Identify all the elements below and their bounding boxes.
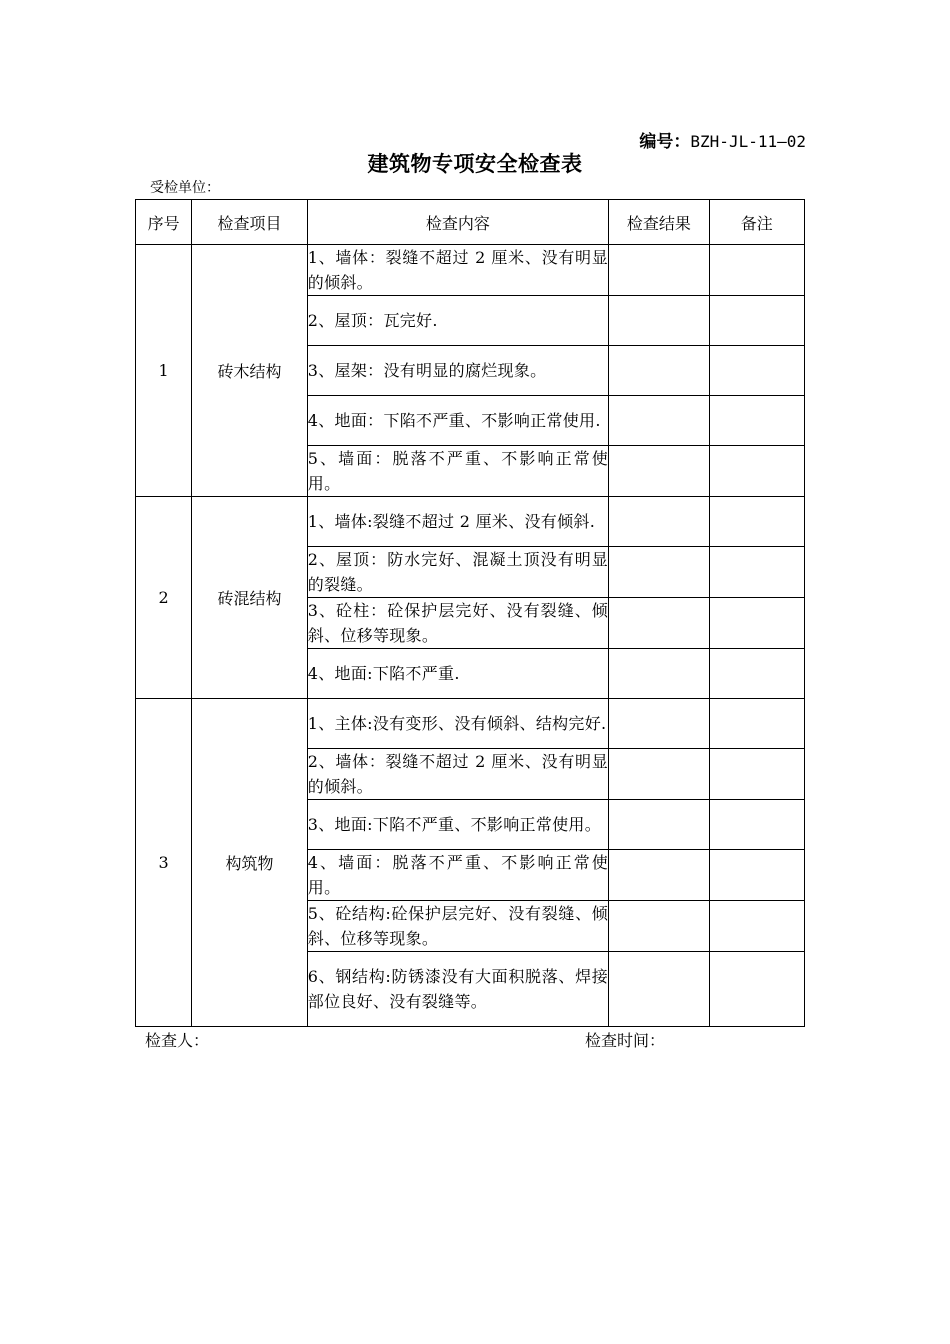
result-cell[interactable] — [609, 598, 709, 649]
table-row — [136, 245, 805, 296]
content-cell: 4、墙面：脱落不严重、不影响正常使用。 — [307, 850, 608, 901]
result-cell[interactable] — [609, 346, 709, 396]
content-cell: 1、墙体:裂缝不超过 2 厘米、没有倾斜. — [307, 497, 608, 547]
content-cell: 3、砼柱：砼保护层完好、没有裂缝、倾斜、位移等现象。 — [307, 598, 608, 649]
note-cell[interactable] — [709, 800, 804, 850]
content-cell: 4、地面：下陷不严重、不影响正常使用. — [307, 396, 608, 446]
result-cell[interactable] — [609, 850, 709, 901]
content-cell: 1、墙体：裂缝不超过 2 厘米、没有明显的倾斜。 — [307, 245, 608, 296]
note-cell[interactable] — [709, 446, 804, 497]
seq-cell: 2 — [136, 497, 192, 699]
result-cell[interactable] — [609, 245, 709, 296]
result-cell[interactable] — [609, 952, 709, 1027]
document-number-value: BZH-JL-11—02 — [690, 132, 806, 151]
result-cell[interactable] — [609, 649, 709, 699]
content-cell: 2、屋顶：瓦完好. — [307, 296, 608, 346]
content-cell: 4、地面:下陷不严重. — [307, 649, 608, 699]
content-cell: 5、墙面：脱落不严重、不影响正常使用。 — [307, 446, 608, 497]
result-cell[interactable] — [609, 749, 709, 800]
content-cell: 5、砼结构:砼保护层完好、没有裂缝、倾斜、位移等现象。 — [307, 901, 608, 952]
result-cell[interactable] — [609, 547, 709, 598]
note-cell[interactable] — [709, 497, 804, 547]
seq-cell: 1 — [136, 245, 192, 497]
content-cell: 2、屋顶：防水完好、混凝土顶没有明显的裂缝。 — [307, 547, 608, 598]
note-cell[interactable] — [709, 245, 804, 296]
note-cell[interactable] — [709, 296, 804, 346]
inspection-time-label: 检查时间： — [585, 1031, 666, 1050]
note-cell[interactable] — [709, 749, 804, 800]
column-header-note: 备注 — [709, 200, 804, 245]
column-header-item: 检查项目 — [192, 200, 308, 245]
note-cell[interactable] — [709, 547, 804, 598]
seq-cell: 3 — [136, 699, 192, 1027]
item-cell: 砖混结构 — [192, 497, 308, 699]
inspection-table — [135, 199, 805, 1027]
document-number-label: 编号： — [639, 132, 691, 152]
inspected-unit-label: 受检单位： — [150, 180, 220, 196]
result-cell[interactable] — [609, 296, 709, 346]
table-row — [136, 699, 805, 749]
result-cell[interactable] — [609, 699, 709, 749]
page-title: 建筑物专项安全检查表 — [367, 151, 583, 176]
item-cell: 砖木结构 — [192, 245, 308, 497]
content-cell: 3、屋架：没有明显的腐烂现象。 — [307, 346, 608, 396]
column-header-content: 检查内容 — [307, 200, 608, 245]
inspector-label: 检查人： — [145, 1031, 210, 1050]
table-header-row — [136, 200, 805, 245]
content-cell: 1、主体:没有变形、没有倾斜、结构完好. — [307, 699, 608, 749]
item-cell: 构筑物 — [192, 699, 308, 1027]
result-cell[interactable] — [609, 901, 709, 952]
note-cell[interactable] — [709, 699, 804, 749]
note-cell[interactable] — [709, 952, 804, 1027]
content-cell: 2、墙体：裂缝不超过 2 厘米、没有明显的倾斜。 — [307, 749, 608, 800]
result-cell[interactable] — [609, 396, 709, 446]
note-cell[interactable] — [709, 850, 804, 901]
content-cell: 3、地面:下陷不严重、不影响正常使用。 — [307, 800, 608, 850]
note-cell[interactable] — [709, 396, 804, 446]
table-row — [136, 497, 805, 547]
column-header-seq: 序号 — [136, 200, 192, 245]
result-cell[interactable] — [609, 446, 709, 497]
column-header-result: 检查结果 — [609, 200, 709, 245]
result-cell[interactable] — [609, 800, 709, 850]
note-cell[interactable] — [709, 598, 804, 649]
result-cell[interactable] — [609, 497, 709, 547]
note-cell[interactable] — [709, 346, 804, 396]
note-cell[interactable] — [709, 649, 804, 699]
note-cell[interactable] — [709, 901, 804, 952]
content-cell: 6、钢结构:防锈漆没有大面积脱落、焊接部位良好、没有裂缝等。 — [307, 952, 608, 1027]
